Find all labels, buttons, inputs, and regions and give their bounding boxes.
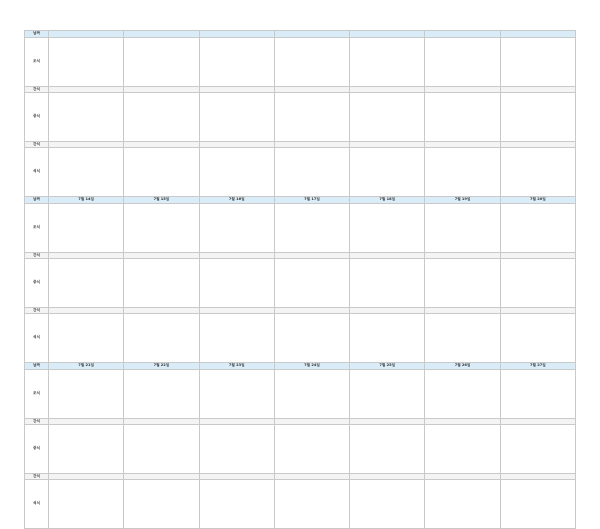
- weekly-meal-table: [24, 30, 576, 529]
- lunch-cell: [425, 425, 500, 474]
- date-cell: 7월 26일: [425, 363, 500, 370]
- lunch-cell: [425, 259, 500, 308]
- dinner-cell: [49, 314, 124, 363]
- lunch-cell: [124, 93, 199, 142]
- dinner-row-label: 석식: [25, 480, 49, 529]
- dinner-cell: [500, 314, 575, 363]
- breakfast-cell: [49, 38, 124, 87]
- dinner-cell: [199, 480, 274, 529]
- lunch-cell: [350, 425, 425, 474]
- date-cell: [274, 31, 349, 38]
- lunch-cell: [124, 425, 199, 474]
- breakfast-cell: [350, 204, 425, 253]
- breakfast-cell: [199, 370, 274, 419]
- breakfast-row: [25, 204, 576, 253]
- dinner-cell: [350, 314, 425, 363]
- date-row: [25, 197, 576, 204]
- date-cell: 7월 19일: [425, 197, 500, 204]
- lunch-cell: [274, 425, 349, 474]
- breakfast-row-label: 조식: [25, 370, 49, 419]
- breakfast-cell: [350, 370, 425, 419]
- breakfast-cell: [500, 370, 575, 419]
- snack-row-label: 간식: [25, 308, 49, 314]
- meal-table-body: [25, 31, 576, 529]
- dinner-cell: [199, 314, 274, 363]
- snack-row-label: 간식: [25, 474, 49, 480]
- date-cell: [49, 31, 124, 38]
- date-cell: 7월 22일: [124, 363, 199, 370]
- dinner-cell: [49, 148, 124, 197]
- date-cell: 7월 18일: [350, 197, 425, 204]
- lunch-row: [25, 93, 576, 142]
- date-cell: 7월 21일: [49, 363, 124, 370]
- lunch-cell: [274, 259, 349, 308]
- dinner-cell: [274, 480, 349, 529]
- date-cell: [124, 31, 199, 38]
- lunch-cell: [500, 259, 575, 308]
- breakfast-cell: [49, 370, 124, 419]
- dinner-cell: [425, 314, 500, 363]
- lunch-row: [25, 259, 576, 308]
- dinner-cell: [350, 480, 425, 529]
- lunch-cell: [49, 93, 124, 142]
- date-row: [25, 31, 576, 38]
- date-cell: 7월 20일: [500, 197, 575, 204]
- lunch-row-label: 중식: [25, 425, 49, 474]
- breakfast-cell: [199, 38, 274, 87]
- date-cell: 7월 16일: [199, 197, 274, 204]
- lunch-cell: [49, 259, 124, 308]
- breakfast-cell: [274, 370, 349, 419]
- date-cell: 7월 15일: [124, 197, 199, 204]
- breakfast-cell: [274, 38, 349, 87]
- breakfast-cell: [199, 204, 274, 253]
- date-cell: [350, 31, 425, 38]
- lunch-cell: [350, 259, 425, 308]
- breakfast-cell: [124, 38, 199, 87]
- dinner-row-label: 석식: [25, 148, 49, 197]
- dinner-cell: [274, 314, 349, 363]
- breakfast-cell: [500, 204, 575, 253]
- breakfast-row-label: 조식: [25, 204, 49, 253]
- dinner-row: [25, 148, 576, 197]
- breakfast-row: [25, 370, 576, 419]
- lunch-cell: [274, 93, 349, 142]
- date-cell: [425, 31, 500, 38]
- lunch-row-label: 중식: [25, 93, 49, 142]
- lunch-row-label: 중식: [25, 259, 49, 308]
- lunch-cell: [199, 425, 274, 474]
- lunch-cell: [124, 259, 199, 308]
- date-cell: 7월 24일: [274, 363, 349, 370]
- date-cell: 7월 27일: [500, 363, 575, 370]
- date-row-label: 날짜: [25, 363, 49, 370]
- dinner-cell: [500, 480, 575, 529]
- dinner-cell: [500, 148, 575, 197]
- breakfast-cell: [124, 204, 199, 253]
- date-cell: 7월 23일: [199, 363, 274, 370]
- breakfast-cell: [124, 370, 199, 419]
- breakfast-cell: [274, 204, 349, 253]
- lunch-cell: [500, 93, 575, 142]
- breakfast-cell: [350, 38, 425, 87]
- dinner-cell: [425, 480, 500, 529]
- date-cell: 7월 17일: [274, 197, 349, 204]
- lunch-row: [25, 425, 576, 474]
- dinner-cell: [425, 148, 500, 197]
- dinner-row: [25, 480, 576, 529]
- dinner-cell: [49, 480, 124, 529]
- dinner-cell: [350, 148, 425, 197]
- date-row-label: 날짜: [25, 31, 49, 38]
- lunch-cell: [500, 425, 575, 474]
- breakfast-cell: [425, 204, 500, 253]
- date-cell: [199, 31, 274, 38]
- date-cell: 7월 14일: [49, 197, 124, 204]
- dinner-cell: [124, 314, 199, 363]
- dinner-cell: [199, 148, 274, 197]
- breakfast-cell: [425, 38, 500, 87]
- date-row: [25, 363, 576, 370]
- breakfast-row: [25, 38, 576, 87]
- snack-row-label: 간식: [25, 142, 49, 148]
- breakfast-row-label: 조식: [25, 38, 49, 87]
- dinner-cell: [124, 148, 199, 197]
- lunch-cell: [199, 259, 274, 308]
- lunch-cell: [350, 93, 425, 142]
- dinner-row: [25, 314, 576, 363]
- snack-row-label: 간식: [25, 87, 49, 93]
- dinner-cell: [124, 480, 199, 529]
- dinner-cell: [274, 148, 349, 197]
- date-cell: 7월 25일: [350, 363, 425, 370]
- lunch-cell: [199, 93, 274, 142]
- lunch-cell: [425, 93, 500, 142]
- lunch-cell: [49, 425, 124, 474]
- dinner-row-label: 석식: [25, 314, 49, 363]
- breakfast-cell: [425, 370, 500, 419]
- snack-row-label: 간식: [25, 419, 49, 425]
- date-row-label: 날짜: [25, 197, 49, 204]
- snack-row-label: 간식: [25, 253, 49, 259]
- breakfast-cell: [49, 204, 124, 253]
- date-cell: [500, 31, 575, 38]
- breakfast-cell: [500, 38, 575, 87]
